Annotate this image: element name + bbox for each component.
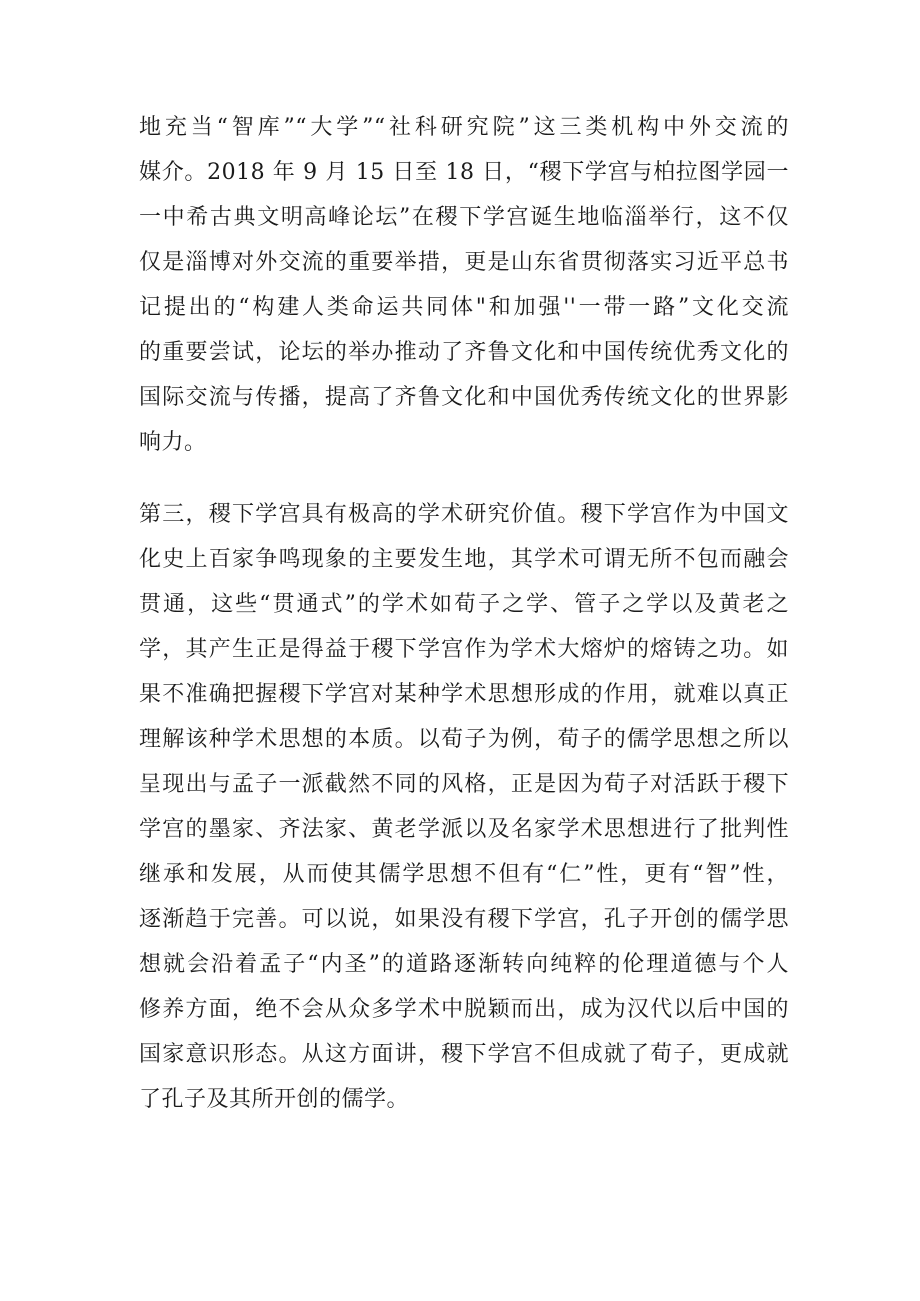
text-line: 想就会沿着孟子“内圣”的道路逐渐转向纯粹的伦理道德与个人	[139, 952, 789, 977]
text-line: 修养方面，绝不会从众多学术中脱颖而出，成为汉代以后中国的	[139, 997, 789, 1022]
text-line: 继承和发展，从而使其儒学思想不但有“仁”性，更有“智”性，	[139, 862, 789, 887]
paragraph-exchange-forum	[139, 105, 789, 465]
text-line: 学，其产生正是得益于稷下学宫作为学术大熔炉的熔铸之功。如	[139, 637, 789, 662]
text-line: 国际交流与传播，提高了齐鲁文化和中国优秀传统文化的世界影	[139, 385, 789, 410]
text-line: 的重要尝试，论坛的举办推动了齐鲁文化和中国传统优秀文化的	[139, 340, 789, 365]
text-line: 化史上百家争鸣现象的主要发生地，其学术可谓无所不包而融会	[139, 547, 789, 572]
text-line: 一中希古典文明高峰论坛”在稷下学宫诞生地临淄举行，这不仅	[139, 205, 789, 230]
text-line: 仅是淄博对外交流的重要举措，更是山东省贯彻落实习近平总书	[139, 250, 789, 275]
text-line: 记提出的“构建人类命运共同体"和加强''一带一路”文化交流	[139, 295, 789, 320]
text-line: 学宫的墨家、齐法家、黄老学派以及名家学术思想进行了批判性	[139, 817, 789, 842]
text-line: 响力。	[139, 430, 207, 455]
text-line: 逐渐趋于完善。可以说，如果没有稷下学宫，孔子开创的儒学思	[139, 907, 789, 932]
text-line: 媒介。2018 年 9 月 15 日至 18 日，“稷下学宫与柏拉图学园一	[139, 160, 789, 185]
text-line: 地充当“智库”“大学”“社科研究院”这三类机构中外交流的	[139, 115, 789, 140]
text-line: 贯通，这些“贯通式”的学术如荀子之学、管子之学以及黄老之	[139, 592, 789, 617]
text-line: 了孔子及其所开创的儒学。	[139, 1087, 410, 1112]
text-line: 理解该种学术思想的本质。以荀子为例，荀子的儒学思想之所以	[139, 727, 789, 752]
text-line: 第三，稷下学宫具有极高的学术研究价值。稷下学宫作为中国文	[139, 502, 789, 527]
text-line: 呈现出与孟子一派截然不同的风格，正是因为荀子对活跃于稷下	[139, 772, 789, 797]
paragraph-academic-value	[139, 492, 789, 1122]
text-line: 果不准确把握稷下学宫对某种学术思想形成的作用，就难以真正	[139, 682, 789, 707]
text-line: 国家意识形态。从这方面讲，稷下学宫不但成就了荀子，更成就	[139, 1042, 789, 1067]
